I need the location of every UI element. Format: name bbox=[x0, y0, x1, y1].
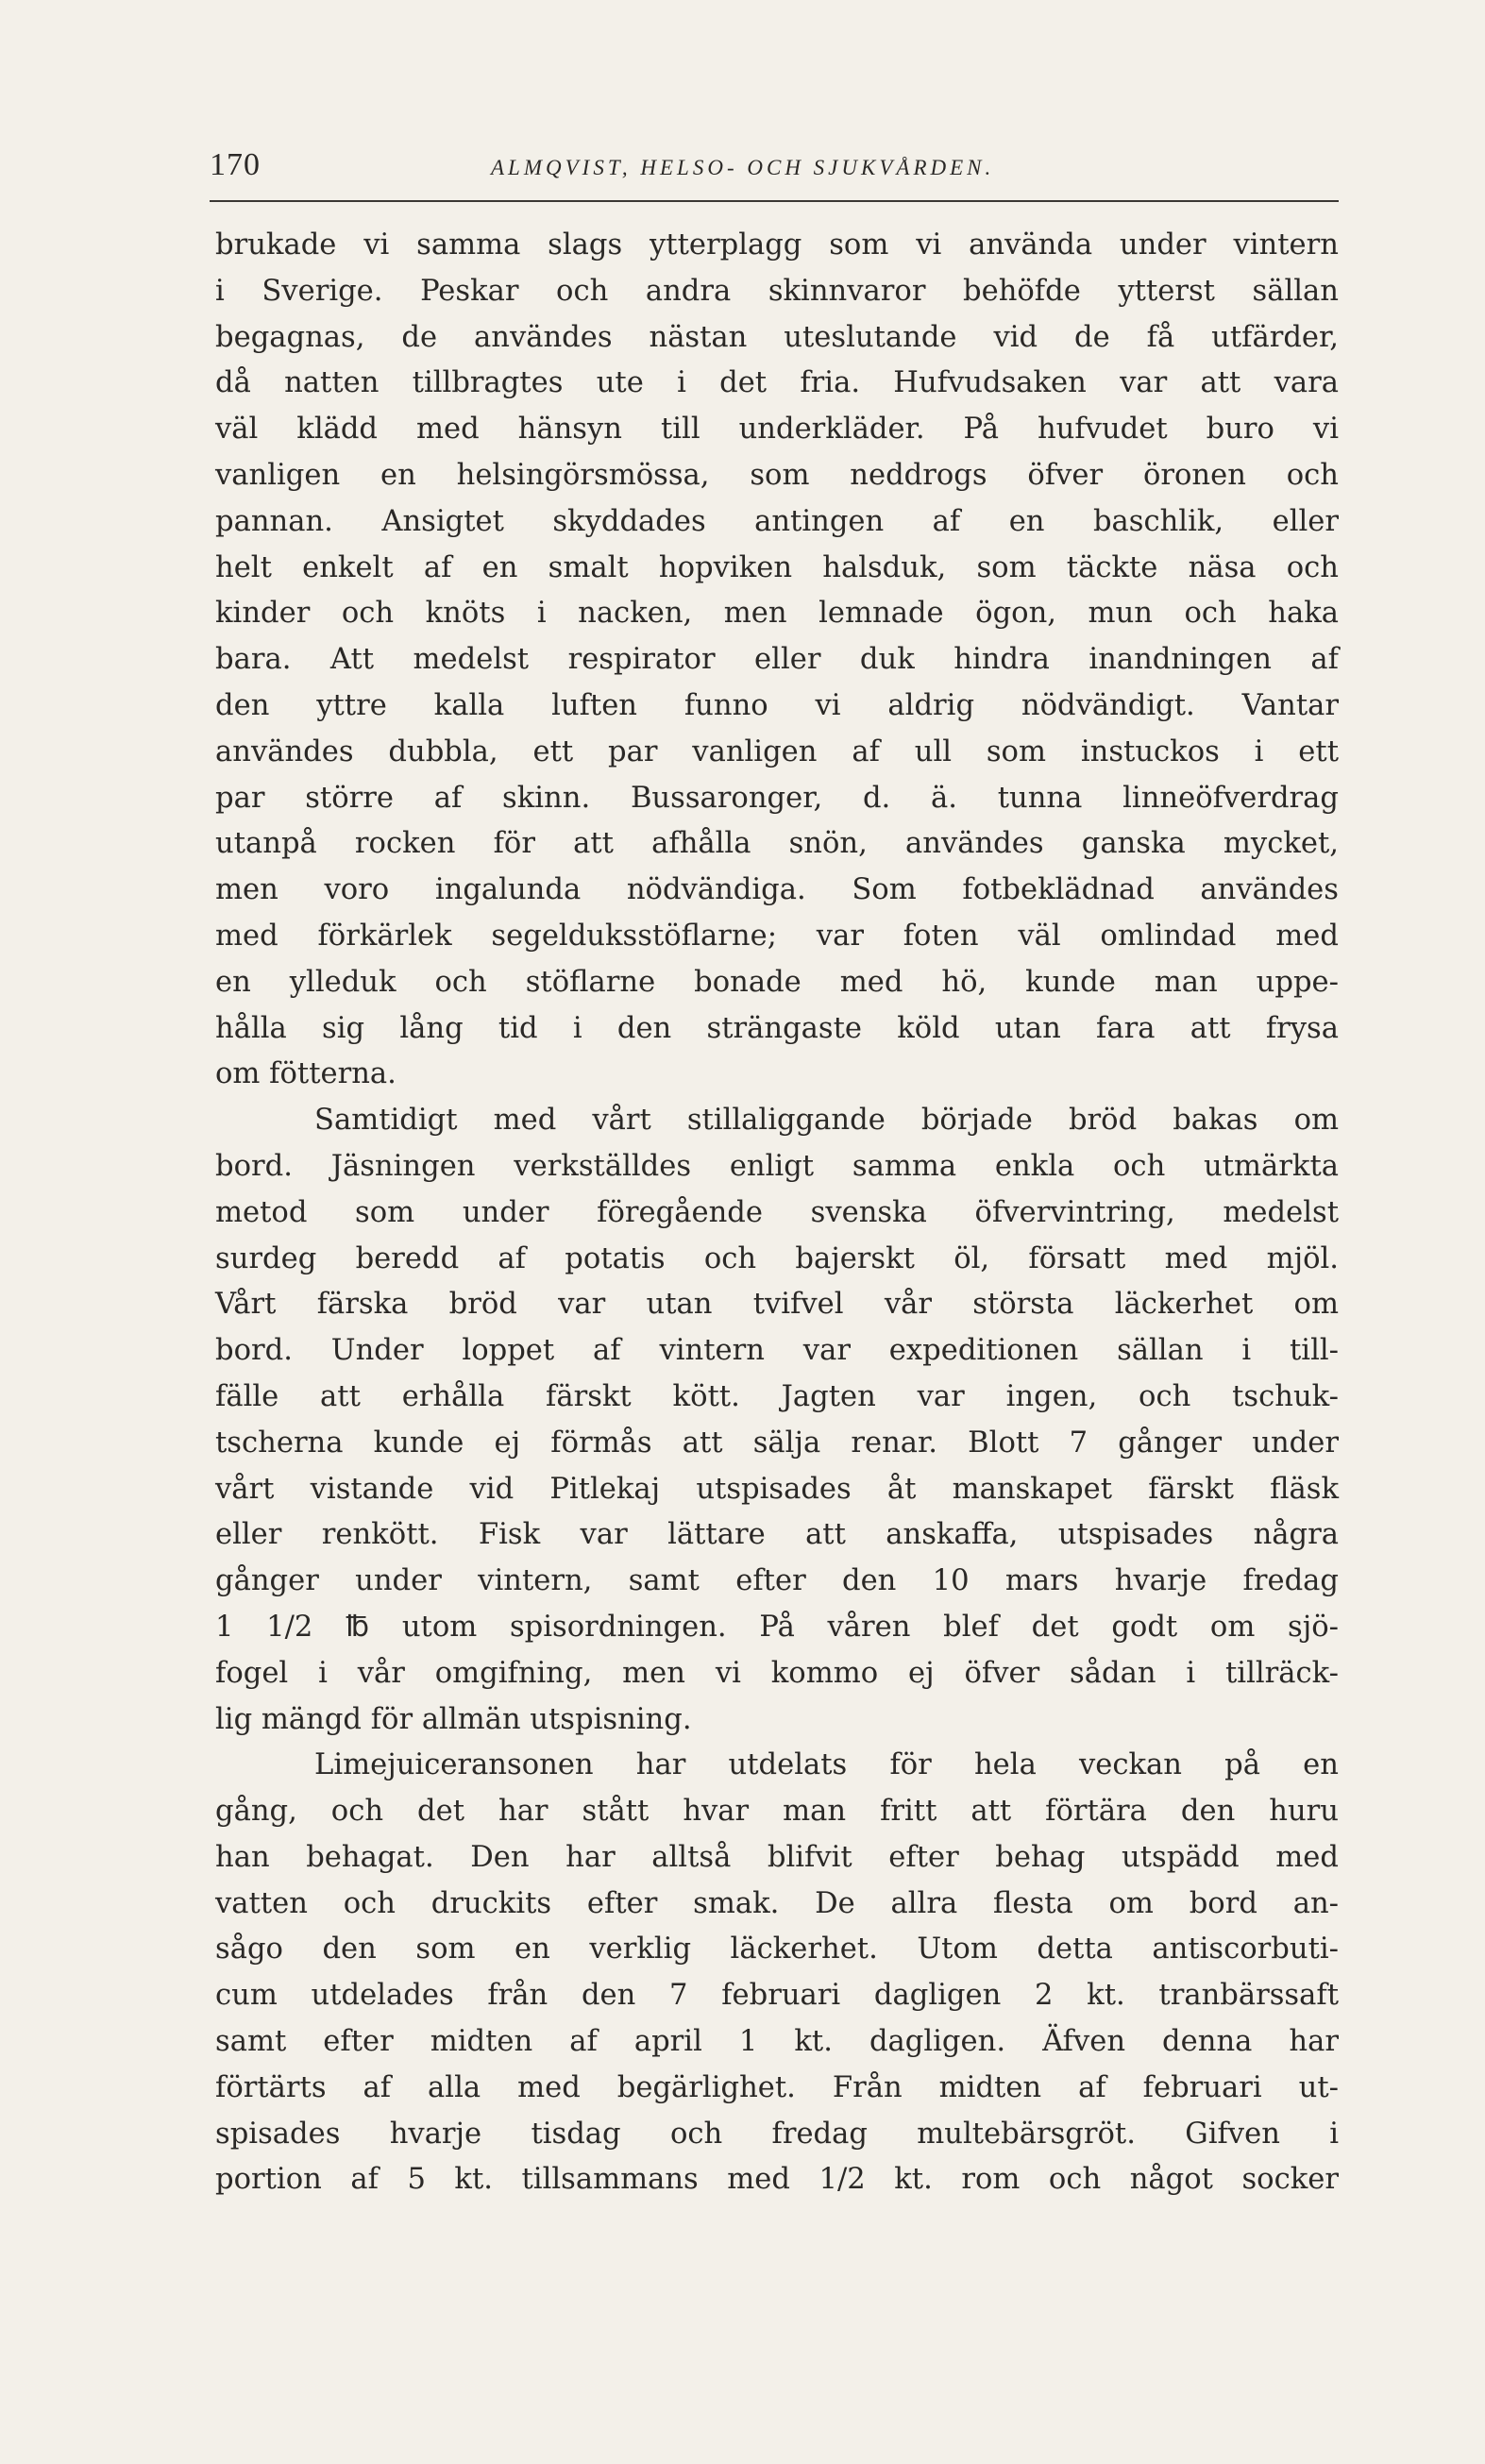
page-number: 170 bbox=[210, 147, 261, 182]
paragraph-1 bbox=[215, 223, 1339, 1098]
text-line: då natten tillbragtes ute i det fria. Hufvudsaken var att vara bbox=[215, 366, 1339, 400]
text-line: om fötterna. bbox=[215, 1057, 397, 1091]
running-title: ALMQVIST, HELSO- OCH SJUKVÅRDEN. bbox=[491, 156, 995, 179]
text-line: bord. Under loppet af vintern var expeditionen sällan i till- bbox=[215, 1334, 1339, 1368]
text-line: den yttre kalla luften funno vi aldrig nödvändigt. Vantar bbox=[215, 688, 1339, 722]
text-line: gånger under vintern, samt efter den 10 mars hvarje fredag bbox=[215, 1564, 1339, 1598]
text-line: han behagat. Den har alltså blifvit efter behag utspädd med bbox=[215, 1840, 1339, 1874]
text-line: med förkärlek segelduksstöflarne; var foten väl omlindad med bbox=[215, 919, 1339, 953]
text-line: spisades hvarje tisdag och fredag multebärsgröt. Gifven i bbox=[215, 2117, 1339, 2151]
text-line: cum utdelades från den 7 februari dagligen 2 kt. tranbärssaft bbox=[215, 1979, 1339, 2013]
text-line: väl klädd med hänsyn till underkläder. På hufvudet buro vi bbox=[215, 413, 1339, 447]
text-line: Vårt färska bröd var utan tvifvel vår största läckerhet om bbox=[215, 1288, 1339, 1322]
text-line: i Sverige. Peskar och andra skinnvaror behöfde ytterst sällan bbox=[215, 274, 1339, 308]
paragraph-2 bbox=[215, 1098, 1339, 1743]
text-line: hålla sig lång tid i den strängaste köld utan fara att frysa bbox=[215, 1011, 1339, 1045]
text-line: fogel i vår omgifning, men vi kommo ej öfver sådan i tillräck- bbox=[215, 1656, 1339, 1690]
text-line: vårt vistande vid Pitlekaj utspisades åt manskapet färskt fläsk bbox=[215, 1472, 1339, 1506]
text-line: Limejuiceransonen har utdelats för hela veckan på en bbox=[314, 1748, 1339, 1782]
text-line: vanligen en helsingörsmössa, som neddrogs öfver öronen och bbox=[215, 458, 1339, 492]
text-line: en ylleduk och stöflarne bonade med hö, kunde man uppe- bbox=[215, 965, 1339, 999]
paragraph-3 bbox=[215, 1743, 1339, 2203]
text-line: bara. Att medelst respirator eller duk hindra inandningen af bbox=[215, 643, 1339, 677]
text-line: men voro ingalunda nödvändiga. Som fotbeklädnad användes bbox=[215, 873, 1339, 907]
text-line: Samtidigt med vårt stillaliggande började bröd bakas om bbox=[314, 1104, 1339, 1138]
text-line: metod som under föregående svenska öfvervintring, medelst bbox=[215, 1195, 1339, 1229]
text-line: förtärts af alla med begärlighet. Från midten af februari ut- bbox=[215, 2070, 1339, 2104]
text-line: bord. Jäsningen verkställdes enligt samma enkla och utmärkta bbox=[215, 1149, 1339, 1183]
text-line: samt efter midten af april 1 kt. dagligen. Äfven denna har bbox=[215, 2025, 1339, 2059]
text-line: utanpå rocken för att afhålla snön, användes ganska mycket, bbox=[215, 827, 1339, 861]
text-line: kinder och knöts i nacken, men lemnade ögon, mun och haka bbox=[215, 597, 1339, 631]
text-line: användes dubbla, ett par vanligen af ull som instuckos i ett bbox=[215, 734, 1339, 768]
body-text bbox=[215, 223, 1339, 2203]
text-line: gång, och det har stått hvar man fritt att förtära den huru bbox=[215, 1795, 1339, 1829]
text-line: par större af skinn. Bussaronger, d. ä. tunna linneöfverdrag bbox=[215, 781, 1339, 815]
text-line: vatten och druckits efter smak. De allra flesta om bord an- bbox=[215, 1886, 1339, 1920]
text-line: sågo den som en verklig läckerhet. Utom detta antiscorbuti- bbox=[215, 1932, 1339, 1966]
text-line: 1 1/2 ℔ utom spisordningen. På våren blef det godt om sjö- bbox=[215, 1610, 1339, 1644]
text-line: portion af 5 kt. tillsammans med 1/2 kt. rom och något socker bbox=[215, 2163, 1339, 2197]
text-line: fälle att erhålla färskt kött. Jagten var ingen, och tschuk- bbox=[215, 1379, 1339, 1413]
text-line: eller renkött. Fisk var lättare att anskaffa, utspisades några bbox=[215, 1518, 1339, 1552]
text-line: helt enkelt af en smalt hopviken halsduk, som täckte näsa och bbox=[215, 550, 1339, 584]
text-line: surdeg beredd af potatis och bajerskt öl, försatt med mjöl. bbox=[215, 1241, 1339, 1275]
text-line: lig mängd för allmän utspisning. bbox=[215, 1702, 692, 1736]
text-line: pannan. Ansigtet skyddades antingen af en baschlik, eller bbox=[215, 504, 1339, 538]
text-line: begagnas, de användes nästan uteslutande vid de få utfärder, bbox=[215, 320, 1339, 354]
text-line: tscherna kunde ej förmås att sälja renar. Blott 7 gånger under bbox=[215, 1426, 1339, 1460]
page-header bbox=[210, 142, 1339, 202]
text-line: brukade vi samma slags ytterplagg som vi använda under vintern bbox=[215, 228, 1339, 262]
